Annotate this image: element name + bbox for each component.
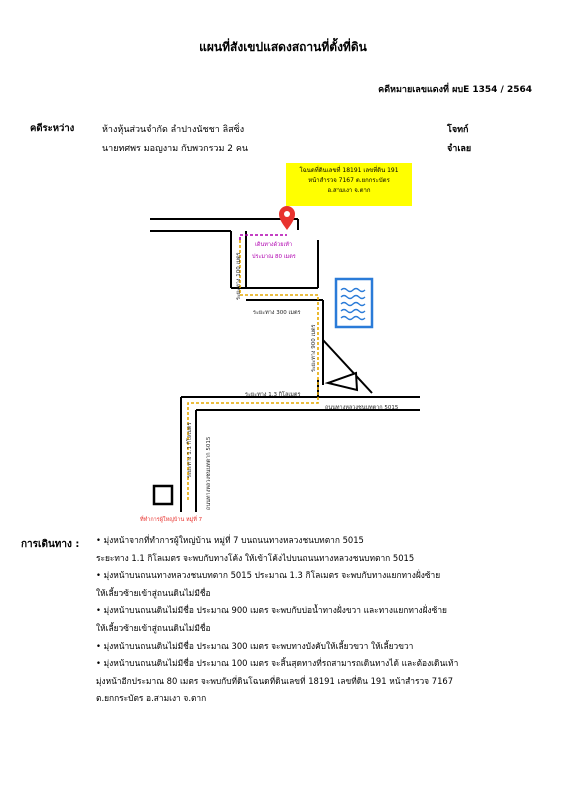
direction-line: มุ่งหน้าอีกประมาณ 80 เมตร จะพบกับที่ดินโฉนดที่ดินเลขที่ 18191 เลขที่ดิน 191 หน้าสำรวจ 7167 [96, 675, 454, 686]
location-line-1: โฉนดที่ดินเลขที่ 18191 เลขที่ดิน 191 [299, 167, 399, 174]
dist-100m-label: ระยะทาง 100 เมตร [236, 252, 242, 300]
defendant-name: นายทศพร มอญงาม กับพวกรวม 2 คน [102, 144, 249, 154]
dist-1-1km-label: ระยะทาง 1.1 กิโลเมตร [187, 422, 193, 478]
direction-line: ระยะทาง 1.1 กิโลเมตร จะพบกับทางโค้ง ให้เข้าโค้งไปบนถนนทางหลวงชนบทตาก 5015 [96, 552, 415, 563]
pond-icon [336, 279, 372, 327]
location-pin-icon [279, 206, 295, 230]
dist-1-3km-label: ระยะทาง 1.3 กิโลเมตร [245, 392, 301, 398]
direction-line: • มุ่งหน้าบนถนนดินไม่มีชื่อ ประมาณ 900 เมตร จะพบกับบ่อน้ำทางฝั่งขวา และทางแยกทางฝั่งซ้าย [96, 605, 447, 616]
walk-label-1: เดินทางด้วยเท้า [255, 242, 293, 248]
highway-horizontal-label: ถนนทางหลวงชนบทตาก 5015 [325, 405, 399, 411]
directions-list [96, 532, 542, 708]
parties-label: คดีระหว่าง [30, 123, 75, 134]
direction-line: ให้เลี้ยวซ้ายเข้าสู่ถนนดินไม่มีชื่อ [96, 622, 211, 633]
direction-line: ให้เลี้ยวซ้ายเข้าสู่ถนนดินไม่มีชื่อ [96, 587, 211, 598]
location-line-2: หน้าสำรวจ 7167 ต.ยกกระบัตร [308, 177, 390, 184]
direction-line: • มุ่งหน้าบนถนนทางหลวงชนบทตาก 5015 ประมาณ 1.3 กิโลเมตร จะพบกับทางแยกทางฝั่งซ้าย [96, 570, 441, 581]
case-number: คดีหมายเลขแดงที่ ผบE 1354 / 2564 [378, 85, 532, 95]
direction-line: ต.ยกกระบัตร อ.สามเงา จ.ตาก [96, 693, 207, 704]
walk-line [240, 235, 287, 240]
directions-label: การเดินทาง : [21, 539, 80, 550]
direction-line: • มุ่งหน้าบนถนนดินไม่มีชื่อ ประมาณ 300 เมตร จะพบทางบังคับให้เลี้ยวขวา ให้เลี้ยวขวา [96, 640, 414, 651]
plaintiff-name: ห้างหุ้นส่วนจำกัด ลำปางนัชชา ลิสซิ่ง [102, 125, 245, 135]
dist-900m-label: ระยะทาง 900 เมตร [311, 324, 317, 372]
start-marker [154, 486, 172, 504]
defendant-role: จำเลย [447, 144, 472, 154]
start-label: ที่ทำการผู้ใหญ่บ้าน หมู่ที่ 7 [140, 517, 203, 523]
direction-line: • มุ่งหน้าบนถนนดินไม่มีชื่อ ประมาณ 100 เมตร จะสิ้นสุดทางที่รถสามารถเดินทางได้ และต้องเดินเท้า [96, 658, 459, 669]
plaintiff-role: โจทก์ [447, 125, 469, 135]
highway-vertical-label: ถนนทางหลวงชนบทตาก 5015 [206, 436, 212, 510]
location-line-3: อ.สามเงา จ.ตาก [327, 187, 371, 194]
walk-label-2: ประมาณ 80 เมตร [252, 254, 296, 260]
page-title: แผนที่สังเขปแสดงสถานที่ตั้งที่ดิน [199, 40, 367, 54]
dist-300m-label: ระยะทาง 300 เมตร [253, 310, 301, 316]
direction-line: • มุ่งหน้าจากที่ทำการผู้ใหญ่บ้าน หมู่ที่ 7 บนถนนทางหลวงชนบทตาก 5015 [96, 535, 364, 545]
